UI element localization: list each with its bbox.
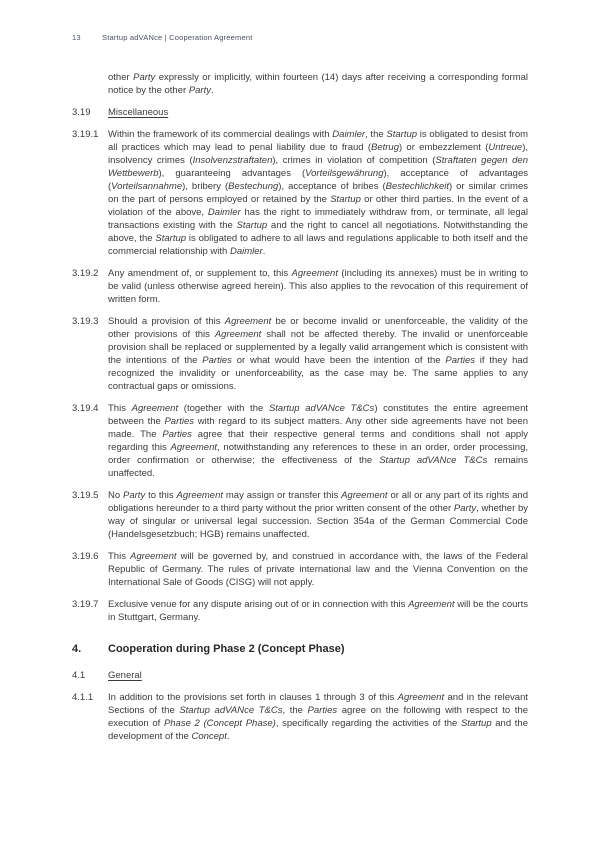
clause-number	[72, 71, 108, 97]
clause-number: 3.19	[72, 107, 91, 118]
clause-text: This Agreement will be governed by, and construed in accordance with, the laws of the Federal Republic of Germany. The rules of private international law and the Vienna Convention on the International Sale of Goods (CISG) will not apply.	[108, 551, 528, 588]
page-number: 13	[72, 33, 81, 42]
clause-number: 4.1	[72, 670, 86, 681]
section-4-heading	[72, 642, 528, 657]
clause-continuation	[72, 71, 528, 97]
document-content	[0, 42, 600, 743]
clause-3-19-5	[72, 489, 528, 541]
clause-number: 3.19.7	[72, 599, 99, 610]
section-subheading: Miscellaneous	[108, 107, 169, 118]
clause-3-19-3	[72, 315, 528, 393]
section-subheading: General	[108, 670, 142, 681]
clause-number: 4.1.1	[72, 692, 94, 703]
clause-text: No Party to this Agreement may assign or transfer this Agreement or all or any part of its rights and obligations hereunder to a third party without the prior written consent of the other Party, whether by way of singular or universal legal succession. Section 354a of the German Commercial Code (Handelsgesetzbuch; HGB) remains unaffected.	[108, 490, 529, 540]
header-title: Startup adVANce | Cooperation Agreement	[102, 33, 253, 42]
clause-text: other Party expressly or implicitly, within fourteen (14) days after receiving a corresponding formal notice by the other Party.	[108, 72, 529, 96]
clause-3-19-1	[72, 128, 528, 258]
clause-3-19-6	[72, 550, 528, 589]
section-number: 4.	[72, 643, 82, 655]
clause-3-19-4	[72, 402, 528, 480]
clause-number: 3.19.6	[72, 551, 99, 562]
clause-4-1-1	[72, 691, 528, 743]
clause-text: In addition to the provisions set forth in clauses 1 through 3 of this Agreement and in the relevant Sections of the Startup adVANce T&Cs, the Parties agree on the following with respect to the execution of Phase 2 (Concept Phase), specifically regarding the activities of the Startup and the development of the Concept.	[108, 692, 529, 742]
page-header	[0, 0, 600, 42]
section-title: Cooperation during Phase 2 (Concept Phase)	[108, 643, 345, 655]
clause-text: Any amendment of, or supplement to, this Agreement (including its annexes) must be in writing to be valid (unless otherwise agreed herein). This also applies to the revocation of this requirement of written form.	[108, 268, 528, 305]
clause-number: 3.19.1	[72, 129, 99, 140]
clause-number: 3.19.2	[72, 268, 99, 279]
clause-number: 3.19.5	[72, 490, 99, 501]
clause-text: Exclusive venue for any dispute arising out of or in connection with this Agreement will be the courts in Stuttgart, Germany.	[108, 599, 528, 623]
clause-text: This Agreement (together with the Startup adVANce T&Cs) constitutes the entire agreement between the Parties with regard to its subject matters. Any other side agreements have not been made. The Parties agree that their respective general terms and conditions shall not apply regarding this Agreement, notwithstanding any references to these in an order, order processing, order confirmation or otherwise; the effectiveness of the Startup adVANce T&Cs remains unaffected.	[108, 403, 528, 479]
section-4-1	[72, 669, 528, 682]
clause-3-19-7	[72, 598, 528, 624]
clause-text: Should a provision of this Agreement be or become invalid or unenforceable, the validity of the other provisions of this Agreement shall not be affected thereby. The invalid or unenforceable provision shall be replaced or supplemented by a legally valid arrangement which is consistent with the intentions of the Parties or what would have been the intention of the Parties if they had recognized the invalidity or unenforceability, as the case may be. The same applies to any contractual gaps or omissions.	[108, 316, 529, 392]
clause-number: 3.19.4	[72, 403, 99, 414]
clause-text: Within the framework of its commercial dealings with Daimler, the Startup is obligated to desist from all practices which may lead to penal liability due to fraud (Betrug) or embezzlement (Untreue), insolvency crimes (Insolvenzstraftaten), crimes in violation of competition (Straftaten gegen den Wettbewerb), guaranteeing advantages (Vorteilsgewährung), acceptance of advantages (Vorteilsannahme), bribery (Bestechung), acceptance of bribes (Bestechlichkeit) or similar crimes on the part of persons employed or retained by the Startup or other third parties. In the event of a violation of the above, Daimler has the right to immediately withdraw from, or terminate, all legal transactions existing with the Startup and the right to cancel all negotiations. Notwithstanding the above, the Startup is obligated to adhere to all laws and regulations applicable to both itself and the commercial relationship with Daimler.	[108, 129, 529, 257]
clause-number: 3.19.3	[72, 316, 99, 327]
section-3-19	[72, 106, 528, 119]
clause-3-19-2	[72, 267, 528, 306]
